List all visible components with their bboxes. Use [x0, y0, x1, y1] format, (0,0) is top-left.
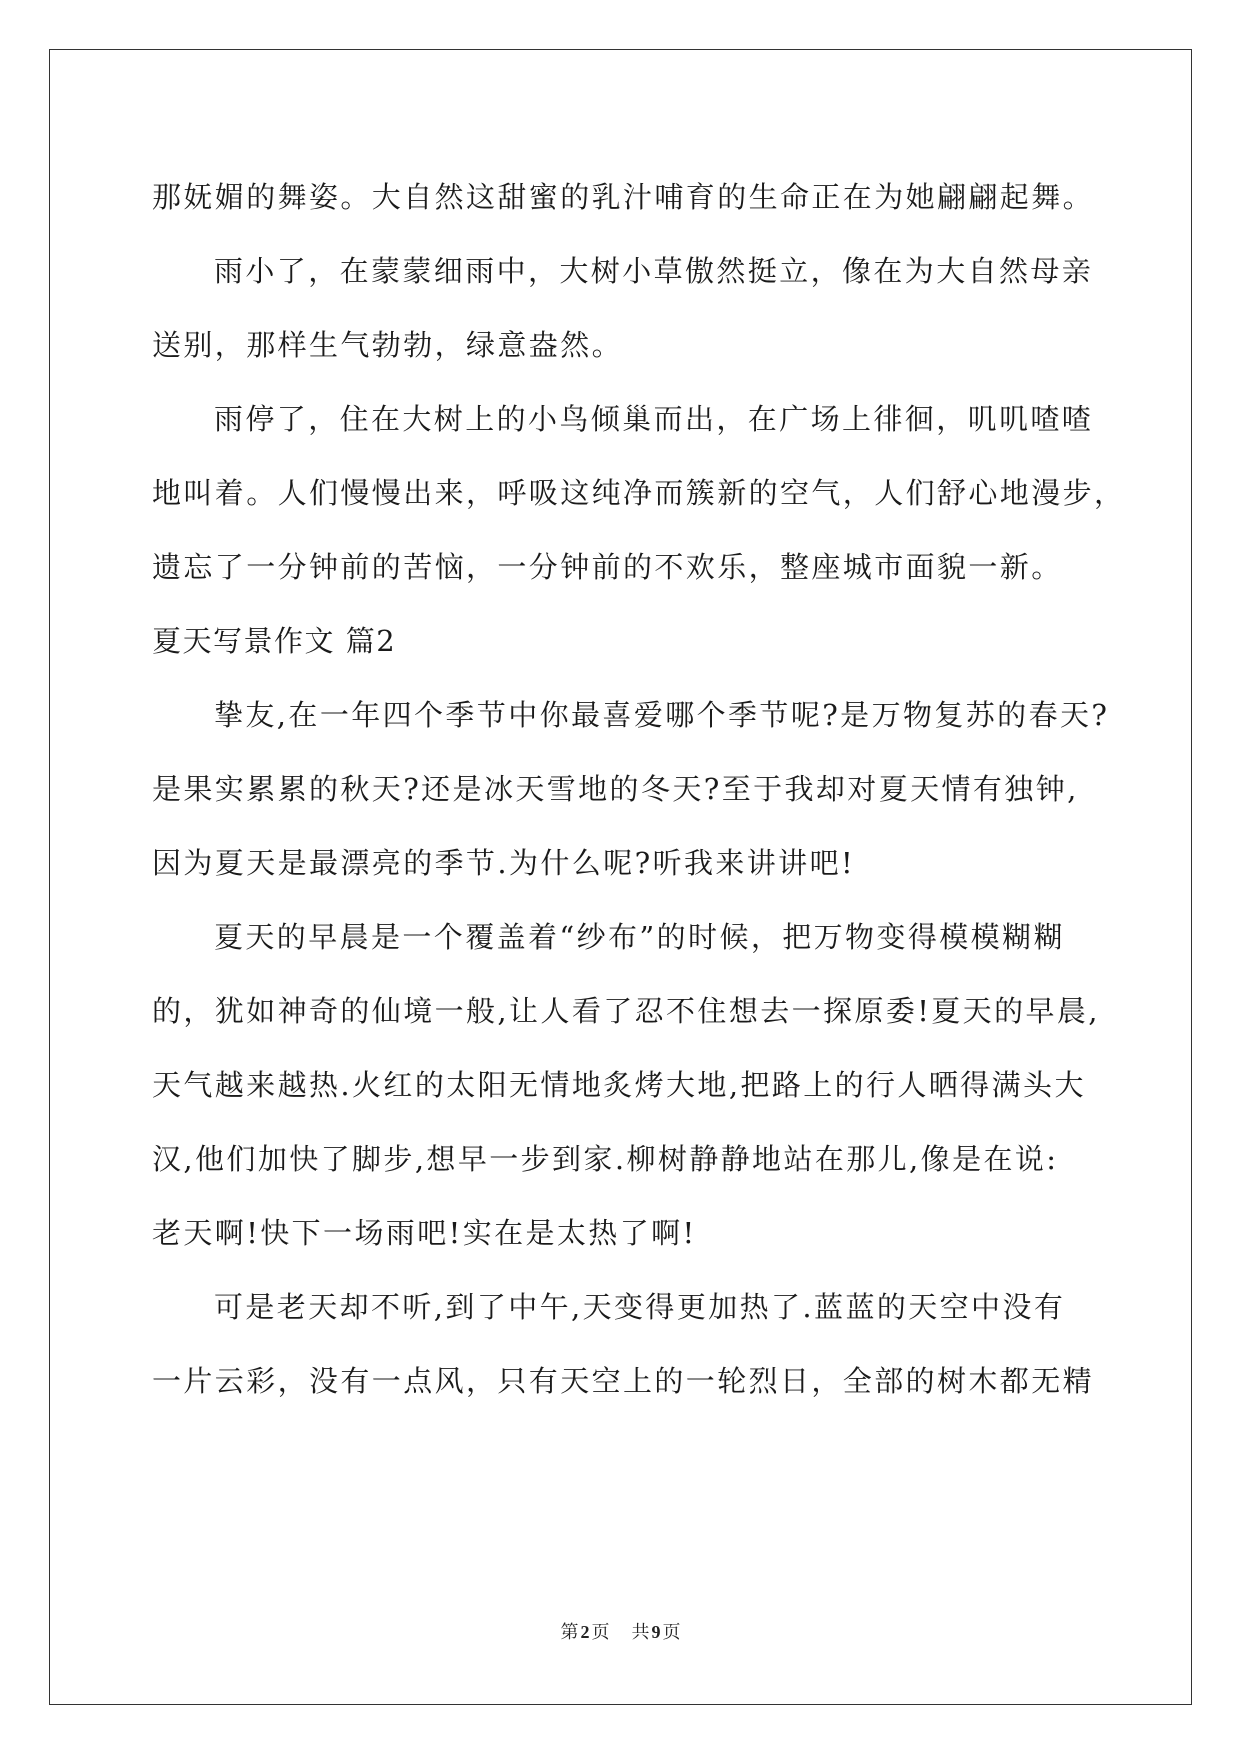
text-line: 遗忘了一分钟前的苦恼，一分钟前的不欢乐，整座城市面貌一新。 [152, 550, 1063, 584]
page-footer [0, 1618, 1241, 1644]
text-line: 挚友,在一年四个季节中你最喜爱哪个季节呢?是万物复苏的春天? [214, 698, 1110, 732]
section-heading: 夏天写景作文 篇2 [152, 624, 397, 658]
text-line: 夏天的早晨是一个覆盖着“纱布”的时候，把万物变得模模糊糊 [214, 920, 1065, 954]
text-line: 可是老天却不听,到了中午,天变得更加热了.蓝蓝的天空中没有 [214, 1290, 1066, 1324]
text-line: 送别，那样生气勃勃，绿意盎然。 [152, 328, 624, 362]
total-label-suffix: 页 [662, 1622, 681, 1642]
page-label-prefix: 第 [560, 1622, 579, 1642]
text-line: 老天啊!快下一场雨吧!实在是太热了啊! [152, 1216, 697, 1250]
text-line: 那妩媚的舞姿。大自然这甜蜜的乳汁哺育的生命正在为她翩翩起舞。 [152, 180, 1095, 214]
text-line: 雨小了，在蒙蒙细雨中，大树小草傲然挺立，像在为大自然母亲 [214, 254, 1094, 288]
document-body [152, 160, 1126, 1418]
text-line: 是果实累累的秋天?还是冰天雪地的冬天?至于我却对夏天情有独钟, [152, 772, 1079, 806]
text-line: 的，犹如神奇的仙境一般,让人看了忍不住想去一探原委!夏天的早晨, [152, 994, 1100, 1028]
text-line: 雨停了，住在大树上的小鸟倾巢而出，在广场上徘徊，叽叽喳喳 [214, 402, 1094, 436]
text-line: 汉,他们加快了脚步,想早一步到家.柳树静静地站在那儿,像是在说: [152, 1142, 1059, 1176]
page-label-suffix: 页 [591, 1622, 610, 1642]
current-page-number: 2 [580, 1622, 590, 1642]
text-line: 一片云彩，没有一点风，只有天空上的一轮烈日，全部的树木都无精 [152, 1364, 1095, 1398]
text-line: 天气越来越热.火红的太阳无情地炙烤大地,把路上的行人晒得满头大 [152, 1068, 1086, 1102]
total-page-number: 9 [651, 1622, 661, 1642]
text-line: 因为夏天是最漂亮的季节.为什么呢?听我来讲讲吧! [152, 846, 856, 880]
total-label-prefix: 共 [631, 1622, 650, 1642]
text-line: 地叫着。人们慢慢出来，呼吸这纯净而簇新的空气，人们舒心地漫步， [152, 476, 1126, 510]
